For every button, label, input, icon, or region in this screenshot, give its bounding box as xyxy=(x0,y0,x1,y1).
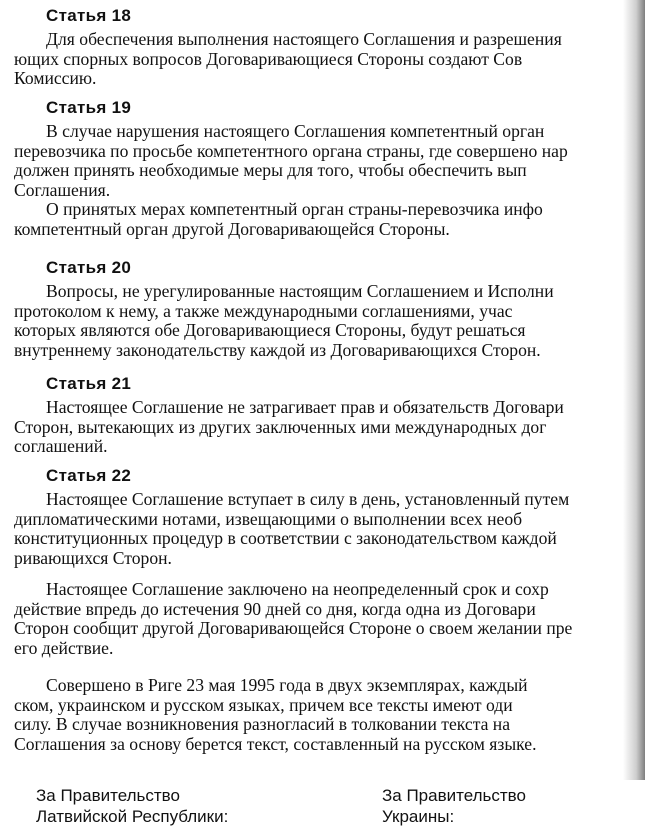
text-line: действие впредь до истечения 90 дней со дня, когда одна из Договари xyxy=(14,599,536,619)
article-22-term-text xyxy=(14,580,630,658)
text-line: Совершено в Риге 23 мая 1995 года в двух экземплярах, каждый xyxy=(46,676,528,695)
text-line: соглашений. xyxy=(14,437,108,457)
text-line: Соглашения. xyxy=(14,180,111,200)
text-line: Настоящее Соглашение заключено на неопределенный срок и сохр xyxy=(46,580,549,599)
text-line: Настоящее Соглашение вступает в силу в день, установленный путем xyxy=(46,490,570,509)
text-line: его действие. xyxy=(14,638,114,658)
signature-country: Украины: xyxy=(382,807,455,826)
signature-label: За Правительство xyxy=(382,786,526,805)
text-line: ющих спорных вопросов Договаривающиеся Стороны создают Сов xyxy=(14,49,523,69)
text-line: ривающихся Сторон. xyxy=(14,548,172,568)
signature-label: За Правительство xyxy=(36,786,180,805)
article-20-heading: Статья 20 xyxy=(46,258,132,277)
article-22-done-text xyxy=(14,676,630,754)
text-line: силу. В случае возникновения разногласий в толковании текста на xyxy=(14,715,511,735)
text-line: перевозчика по просьбе компетентного органа страны, где совершено нар xyxy=(14,141,568,161)
text-line: конституционных процедур в соответствии с законодательством каждой xyxy=(14,529,557,549)
signature-block-latvia xyxy=(36,785,228,827)
text-line: Настоящее Соглашение не затрагивает прав и обязательств Договари xyxy=(46,398,564,417)
signature-block-ukraine xyxy=(382,785,526,827)
article-22-heading: Статья 22 xyxy=(46,466,132,485)
article-21-heading: Статья 21 xyxy=(46,374,132,393)
article-19-text xyxy=(14,122,630,240)
text-line: Сторон, вытекающих из других заключенных ими международных дог xyxy=(14,417,547,437)
article-19-heading: Статья 19 xyxy=(46,98,132,117)
text-line: Комиссию. xyxy=(14,69,97,89)
scan-edge-shadow xyxy=(623,0,645,780)
text-line: внутреннему законодательству каждой из Договаривающихся Сторон. xyxy=(14,340,541,360)
text-line: Сторон сообщит другой Договаривающейся Стороне о своем желании пре xyxy=(14,619,573,639)
text-line: ском, украинском и русском языках, причем все тексты имеют оди xyxy=(14,695,513,715)
text-line: протоколом к нему, а также международными соглашениями, учас xyxy=(14,301,513,321)
article-20-text xyxy=(14,282,630,360)
signature-country: Латвийской Республики: xyxy=(36,807,229,826)
text-line: дипломатическими нотами, извещающими о выполнении всех необ xyxy=(14,509,523,529)
text-line: Соглашения за основу берется текст, составленный на русском языке. xyxy=(14,734,537,754)
text-line: должен принять необходимые меры для того, чтобы обеспечить вып xyxy=(14,161,527,181)
article-21-text xyxy=(14,398,630,457)
article-18-text xyxy=(14,30,630,89)
text-line: Вопросы, не урегулированные настоящим Соглашением и Исполни xyxy=(46,282,554,301)
text-line: Для обеспечения выполнения настоящего Соглашения и разрешения xyxy=(46,30,562,49)
article-22-text xyxy=(14,490,630,568)
text-line: которых являются обе Договаривающиеся Стороны, будут решаться xyxy=(14,321,526,341)
text-line: В случае нарушения настоящего Соглашения компетентный орган xyxy=(46,122,545,141)
article-18-heading: Статья 18 xyxy=(46,6,132,25)
text-line: О принятых мерах компетентный орган страны-перевозчика инфо xyxy=(46,200,543,220)
text-line: компетентный орган другой Договаривающейся Стороны. xyxy=(14,219,450,239)
